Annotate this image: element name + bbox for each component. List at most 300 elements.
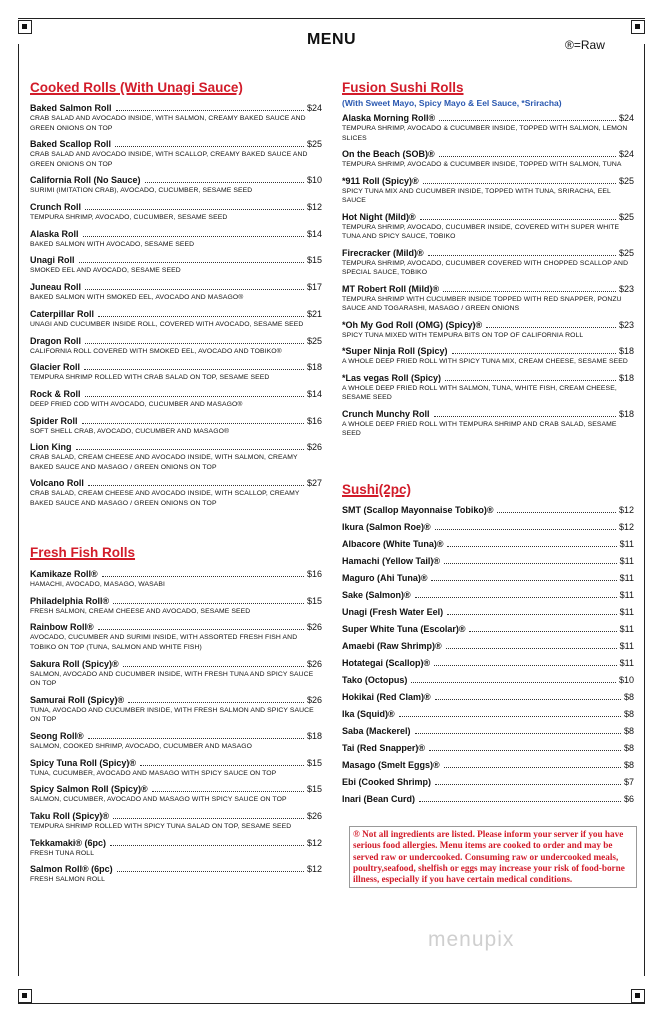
item-price: $18: [618, 408, 634, 419]
item-name: Spicy Tuna Roll (Spicy)®: [30, 757, 136, 768]
item-name: Albacore (White Tuna)®: [342, 539, 444, 549]
dot-leader: [145, 182, 304, 183]
menu-item-row: [342, 521, 634, 533]
menu-item-row: [342, 725, 634, 737]
dot-leader: [152, 791, 304, 792]
menu-item: [30, 837, 322, 859]
item-price: $26: [306, 442, 322, 453]
menu-item: [30, 863, 322, 885]
section-title: Fusion Sushi Rolls: [342, 80, 464, 95]
menu-item-row: [30, 102, 322, 114]
item-name: *911 Roll (Spicy)®: [342, 175, 419, 186]
menu-item-row: [30, 415, 322, 427]
menu-item: [342, 776, 634, 788]
right-border: [644, 44, 645, 976]
item-name: Taku Roll (Spicy)®: [30, 811, 109, 821]
item-price: $14: [306, 228, 322, 239]
menu-item: [30, 201, 322, 223]
dot-leader: [428, 255, 616, 256]
dot-leader: [102, 576, 304, 577]
menu-item-row: [30, 388, 322, 400]
menu-item: [30, 281, 322, 303]
item-price: $8: [623, 709, 634, 719]
item-name: Philadelphia Roll®: [30, 595, 110, 606]
item-price: $11: [619, 539, 634, 549]
item-name: SMT (Scallop Mayonnaise Tobiko)®: [342, 505, 494, 515]
item-name: Hokikai (Red Clam)®: [342, 692, 431, 702]
item-price: $11: [619, 624, 634, 634]
item-description: TEMPURA SHRIMP, AVOCADO, CUCUMBER INSIDE, COVERED WITH SUPER WHITE TUNA AND SPICY SAUCE, TOBIKO: [342, 223, 620, 240]
item-price: $18: [306, 362, 322, 373]
item-name: Rainbow Roll®: [30, 622, 94, 633]
menu-item-row: [30, 863, 322, 875]
menu-item: [30, 254, 322, 276]
item-price: $10: [306, 175, 322, 186]
fusion-rolls-section: [342, 80, 634, 444]
item-price: $15: [306, 784, 322, 795]
item-name: Hamachi (Yellow Tail)®: [342, 556, 440, 566]
menu-item-row: [342, 657, 634, 669]
menu-item-row: [342, 555, 634, 567]
item-price: $26: [306, 658, 322, 669]
item-name: Saba (Mackerel): [342, 726, 411, 736]
item-description: DEEP FRIED COD WITH AVOCADO, CUCUMBER AND MASAGO®: [30, 400, 243, 408]
item-price: $26: [306, 694, 322, 705]
dot-leader: [140, 765, 304, 766]
menu-item-row: [342, 247, 634, 259]
item-description: CALIFORNIA ROLL COVERED WITH SMOKED EEL, AVOCADO AND TOBIKO®: [30, 347, 282, 355]
dot-leader: [435, 784, 621, 785]
item-price: $7: [623, 777, 634, 787]
menu-item-row: [30, 174, 322, 186]
item-description: TEMPURA SHRIMP, AVOCADO & CUCUMBER INSIDE, TOPPED WITH SALMON, TUNA: [342, 161, 622, 168]
item-name: Spicy Salmon Roll (Spicy)®: [30, 784, 148, 795]
item-price: $25: [618, 247, 634, 258]
item-description: TEMPURA SHRIMP, AVOCADO, CUCUMBER, SESAME SEED: [30, 214, 228, 222]
item-price: $25: [618, 211, 634, 222]
dot-leader: [76, 449, 304, 450]
item-price: $24: [306, 103, 322, 113]
item-name: Alaska Roll: [30, 228, 79, 239]
item-name: Amaebi (Raw Shrimp)®: [342, 641, 442, 651]
item-name: Samurai Roll (Spicy)®: [30, 694, 125, 705]
menu-item: [342, 112, 634, 143]
menu-item: [342, 408, 634, 439]
dot-leader: [435, 699, 621, 700]
item-price: $16: [306, 569, 322, 579]
menu-item: [342, 725, 634, 737]
bottom-border: [18, 1003, 645, 1004]
item-price: $18: [618, 372, 634, 383]
item-description: BAKED SALMON WITH AVOCADO, SESAME SEED: [30, 240, 195, 248]
item-name: Glacier Roll: [30, 362, 81, 373]
menu-item-row: [342, 572, 634, 584]
item-name: Maguro (Ahi Tuna)®: [342, 573, 428, 583]
menu-item: [30, 757, 322, 779]
item-price: $11: [619, 607, 634, 617]
menu-item-row: [342, 708, 634, 720]
item-price: $23: [618, 283, 634, 294]
item-name: Crunch Munchy Roll: [342, 408, 430, 419]
item-description: SMOKED EEL AND AVOCADO, SESAME SEED: [30, 267, 181, 275]
sushi-section: [342, 482, 634, 810]
item-price: $25: [306, 139, 322, 150]
item-name: Sake (Salmon)®: [342, 590, 411, 600]
item-price: $17: [306, 282, 322, 293]
menu-item-row: [30, 658, 322, 670]
menu-item-row: [30, 335, 322, 347]
item-name: *Oh My God Roll (OMG) (Spicy)®: [342, 319, 483, 330]
menu-item-row: [342, 623, 634, 635]
item-price: $11: [619, 573, 634, 583]
dot-leader: [486, 327, 616, 328]
item-description: AVOCADO, CUCUMBER AND SURIMI INSIDE, WITH ASSORTED FRESH FISH AND TOBIKO ON TOP (TUNA, SALMON AND WHITE FISH): [30, 634, 298, 651]
menu-item: [342, 538, 634, 550]
dot-leader: [117, 871, 304, 872]
dot-leader: [85, 396, 304, 397]
dot-leader: [447, 546, 616, 547]
item-description: TEMPURA SHRIMP ROLLED WITH CRAB SALAD ON TOP, SESAME SEED: [30, 374, 270, 382]
menu-item: [30, 388, 322, 410]
menu-item-row: [30, 783, 322, 795]
item-name: California Roll (No Sauce): [30, 175, 141, 186]
menu-item-row: [342, 640, 634, 652]
menu-item: [30, 174, 322, 196]
item-name: Rock & Roll: [30, 388, 81, 399]
dot-leader: [444, 563, 617, 564]
dot-leader: [444, 767, 621, 768]
item-description: TEMPURA SHRIMP, AVOCADO, CUCUMBER COVERED WITH CHOPPED SCALLOP AND SPECIAL SAUCE, TOBIKO: [342, 259, 629, 276]
item-name: Masago (Smelt Eggs)®: [342, 760, 440, 770]
menu-item-row: [342, 606, 634, 618]
item-description: BAKED SALMON WITH SMOKED EEL, AVOCADO AND MASAGO®: [30, 294, 244, 302]
item-description: SPICY TUNA MIX AND CUCUMBER INSIDE, TOPPED WITH TUNA, SRIRACHA, EEL SAUCE: [342, 187, 611, 204]
item-price: $12: [306, 864, 322, 875]
dot-leader: [128, 702, 304, 703]
dot-leader: [434, 416, 616, 417]
menu-item: [30, 138, 322, 169]
dot-leader: [420, 219, 616, 220]
left-border: [18, 44, 19, 976]
item-price: $23: [618, 319, 634, 330]
dot-leader: [423, 183, 616, 184]
section-title: Fresh Fish Rolls: [30, 545, 136, 560]
menu-item: [342, 708, 634, 720]
dot-leader: [439, 120, 616, 121]
menu-item: [342, 148, 634, 170]
dot-leader: [399, 716, 621, 717]
item-description: FRESH TUNA ROLL: [30, 849, 95, 857]
item-price: $12: [306, 837, 322, 848]
cooked-rolls-section: [30, 80, 322, 514]
item-price: $11: [619, 590, 634, 600]
dot-leader: [113, 818, 304, 819]
menu-item-row: [30, 810, 322, 822]
menu-item-row: [342, 283, 634, 295]
menu-item: [30, 477, 322, 508]
item-name: Crunch Roll: [30, 202, 81, 213]
watermark: menupix: [428, 928, 515, 951]
dot-leader: [435, 529, 616, 530]
item-name: Ebi (Cooked Shrimp): [342, 777, 432, 787]
menu-item: [30, 102, 322, 133]
item-description: CRAB SALAD, CREAM CHEESE AND AVOCADO INSIDE, WITH SALMON, CREAMY BAKED SAUCE AND MASAGO / GREEN ONIONS ON TOP: [30, 454, 298, 471]
dot-leader: [415, 733, 621, 734]
dot-leader: [415, 597, 617, 598]
item-name: Firecracker (Mild)®: [342, 247, 424, 258]
dot-leader: [434, 665, 616, 666]
item-price: $8: [623, 692, 634, 702]
menu-item: [342, 623, 634, 635]
menu-item-row: [30, 281, 322, 293]
cooked-rolls-list: [30, 102, 322, 508]
item-description: CRAB SALAD AND AVOCADO INSIDE, WITH SCALLOP, CREAMY BAKED SAUCE AND GREEN ONIONS ON TOP: [30, 151, 308, 168]
item-price: $11: [619, 641, 634, 651]
menu-item: [30, 335, 322, 357]
item-name: Unagi Roll: [30, 255, 75, 266]
dot-leader: [85, 289, 304, 290]
item-price: $25: [618, 175, 634, 186]
item-price: $12: [306, 202, 322, 213]
menu-item-row: [342, 345, 634, 357]
item-price: $12: [618, 522, 634, 532]
menu-item: [30, 595, 322, 617]
item-price: $15: [306, 255, 322, 266]
menu-item: [342, 283, 634, 314]
dot-leader: [88, 485, 304, 486]
item-description: SALMON, CUCUMBER, AVOCADO AND MASAGO WITH SPICY SAUCE ON TOP: [30, 796, 287, 804]
item-name: Caterpillar Roll: [30, 308, 95, 319]
item-name: Volcano Roll: [30, 478, 84, 489]
menu-item: [342, 589, 634, 601]
menu-item: [30, 658, 322, 689]
menu-item: [30, 415, 322, 437]
item-description: CRAB SALAD AND AVOCADO INSIDE, WITH SALMON, CREAMY BAKED SAUCE AND GREEN ONIONS ON TOP: [30, 115, 306, 132]
menu-item: [342, 793, 634, 805]
menu-item-row: [342, 112, 634, 124]
item-description: CRAB SALAD, CREAM CHEESE AND AVOCADO INSIDE, WITH SCALLOP, CREAMY BAKED SAUCE AND MASAGO / GREEN ONIONS ON TOP: [30, 490, 300, 507]
menu-item-row: [30, 568, 322, 580]
item-price: $21: [306, 308, 322, 319]
allergy-notice: ® Not all ingredients are listed. Please inform your server if you have serious food allergies. Menu items are cooked to order and may be served raw or undercooked. Consuming raw or undercooked meals, poultry,seafood, shelfish or eggs may increase your risk of food-borne illness, especially if you have certain medical conditions.: [349, 826, 637, 888]
menu-item-row: [30, 308, 322, 320]
dot-leader: [439, 156, 616, 157]
dot-leader: [411, 682, 616, 683]
item-description: HAMACHI, AVOCADO, MASAGO, WASABI: [30, 581, 166, 588]
raw-legend: ®=Raw: [565, 38, 605, 52]
dot-leader: [85, 343, 304, 344]
item-name: *Super Ninja Roll (Spicy): [342, 346, 448, 356]
item-name: Inari (Bean Curd): [342, 794, 416, 804]
item-price: $14: [306, 388, 322, 399]
dot-leader: [445, 380, 616, 381]
item-name: Ikura (Salmon Roe)®: [342, 522, 431, 532]
item-price: $16: [306, 415, 322, 426]
item-name: Baked Scallop Roll: [30, 139, 112, 150]
menu-item-row: [30, 757, 322, 769]
item-name: Tekkamaki® (6pc): [30, 837, 106, 848]
item-name: Salmon Roll® (6pc): [30, 864, 113, 875]
item-price: $26: [306, 622, 322, 633]
item-name: Baked Salmon Roll: [30, 103, 112, 113]
menu-item: [342, 691, 634, 703]
dot-leader: [116, 110, 304, 111]
dot-leader: [469, 631, 616, 632]
item-price: $8: [623, 726, 634, 736]
menu-item-row: [30, 228, 322, 240]
menu-item-row: [342, 175, 634, 187]
menu-item: [342, 759, 634, 771]
dot-leader: [446, 648, 617, 649]
menu-item-row: [342, 742, 634, 754]
menu-item-row: [342, 211, 634, 223]
item-name: Tai (Red Snapper)®: [342, 743, 425, 753]
item-name: Unagi (Fresh Water Eel): [342, 607, 444, 617]
item-price: $10: [618, 675, 634, 685]
menu-item-row: [30, 694, 322, 706]
menu-item-row: [342, 504, 634, 516]
menu-item: [30, 308, 322, 330]
item-name: Dragon Roll: [30, 335, 81, 346]
dot-leader: [98, 629, 304, 630]
item-name: Kamikaze Roll®: [30, 569, 98, 579]
menu-item-row: [30, 201, 322, 213]
dot-leader: [83, 236, 304, 237]
dot-leader: [113, 603, 304, 604]
menu-item-row: [342, 589, 634, 601]
fresh-fish-section: [30, 545, 322, 890]
item-description: TUNA, CUCUMBER, AVOCADO AND MASAGO WITH SPICY SAUCE ON TOP: [30, 769, 277, 777]
dot-leader: [429, 750, 621, 751]
dot-leader: [123, 666, 304, 667]
menu-item: [342, 247, 634, 278]
section-title: Sushi(2pc): [342, 482, 412, 497]
item-description: TEMPURA SHRIMP WITH CUCUMBER INSIDE TOPPED WITH RED SNAPPER, PONZU SAUCE AND TOGARASHI, MASAGO / GREEN ONIONS: [342, 295, 622, 312]
item-description: SALMON, AVOCADO AND CUCUMBER INSIDE, WITH FRESH TUNA AND SPICY SAUCE ON TOP: [30, 670, 314, 688]
menu-item: [342, 606, 634, 618]
item-name: Juneau Roll: [30, 282, 82, 293]
menu-item-row: [342, 148, 634, 160]
menu-item-row: [342, 319, 634, 331]
menu-item-row: [30, 595, 322, 607]
dot-leader: [497, 512, 615, 513]
item-price: $24: [618, 113, 634, 123]
menu-item-row: [342, 759, 634, 771]
item-name: MT Robert Roll (Mild)®: [342, 283, 440, 294]
item-description: FRESH SALMON ROLL: [30, 876, 105, 884]
dot-leader: [88, 738, 304, 739]
item-name: Super White Tuna (Escolar)®: [342, 624, 466, 634]
item-description: SOFT SHELL CRAB, AVOCADO, CUCUMBER AND MASAGO®: [30, 427, 230, 435]
fusion-rolls-list: [342, 112, 634, 439]
menu-item: [342, 211, 634, 242]
menu-item: [30, 228, 322, 250]
menu-item: [342, 640, 634, 652]
menu-item: [30, 694, 322, 725]
sushi-list: [342, 504, 634, 805]
menu-item: [342, 319, 634, 341]
item-description: TEMPURA SHRIMP ROLLED WITH SPICY TUNA SALAD ON TOP, SESAME SEED: [30, 823, 292, 830]
item-description: TEMPURA SHRIMP, AVOCADO & CUCUMBER INSIDE, TOPPED WITH SALMON, LEMON SLICES: [342, 125, 628, 142]
menu-item: [30, 441, 322, 472]
menu-item-row: [342, 793, 634, 805]
dot-leader: [84, 369, 304, 370]
item-price: $18: [618, 346, 634, 356]
dot-leader: [82, 423, 304, 424]
item-price: $8: [623, 760, 634, 770]
item-name: Sakura Roll (Spicy)®: [30, 658, 119, 669]
menu-item: [30, 810, 322, 832]
dot-leader: [79, 262, 304, 263]
menu-item-row: [30, 361, 322, 373]
menu-item: [342, 345, 634, 367]
menu-item: [30, 783, 322, 805]
menu-item: [30, 730, 322, 752]
item-name: Hot Night (Mild)®: [342, 211, 416, 222]
menu-item: [30, 621, 322, 652]
menu-item: [342, 175, 634, 206]
item-price: $11: [619, 658, 634, 668]
menu-item-row: [30, 254, 322, 266]
dot-leader: [98, 316, 304, 317]
item-price: $15: [306, 595, 322, 606]
menu-item-row: [30, 730, 322, 742]
menu-item-row: [342, 538, 634, 550]
menu-item: [342, 657, 634, 669]
item-name: Lion King: [30, 442, 72, 453]
menu-item: [342, 372, 634, 403]
menu-item: [342, 521, 634, 533]
item-name: Tako (Octopus): [342, 675, 408, 685]
dot-leader: [85, 209, 304, 210]
page-title: MENU: [306, 31, 357, 48]
dot-leader: [431, 580, 616, 581]
item-name: Spider Roll: [30, 415, 78, 426]
section-subtitle: (With Sweet Mayo, Spicy Mayo & Eel Sauce, *Sriracha): [342, 98, 562, 108]
item-name: *Las vegas Roll (Spicy): [342, 372, 442, 383]
item-price: $27: [306, 478, 322, 489]
item-price: $18: [306, 730, 322, 741]
item-name: Hotategai (Scallop)®: [342, 658, 431, 668]
item-price: $15: [306, 757, 322, 768]
item-name: Ika (Squid)®: [342, 709, 395, 719]
menu-item: [342, 572, 634, 584]
dot-leader: [443, 291, 616, 292]
item-price: $26: [306, 811, 322, 821]
corner-ornament-icon: [18, 989, 32, 1003]
item-description: A WHOLE DEEP FRIED ROLL WITH SALMON, TUNA, WHITE FISH, CREAM CHEESE, SESAME SEED: [342, 384, 617, 401]
menu-item: [30, 568, 322, 590]
menu-item-row: [30, 477, 322, 489]
item-price: $11: [619, 556, 634, 566]
fresh-fish-list: [30, 568, 322, 885]
item-description: UNAGI AND CUCUMBER INSIDE ROLL, COVERED WITH AVOCADO, SESAME SEED: [30, 320, 304, 328]
menu-item-row: [342, 776, 634, 788]
item-description: A WHOLE DEEP FRIED ROLL WITH SPICY TUNA MIX, CREAM CHEESE, SESAME SEED: [342, 358, 628, 365]
top-border: [18, 18, 645, 19]
dot-leader: [452, 353, 616, 354]
item-price: $8: [623, 743, 634, 753]
dot-leader: [419, 801, 621, 802]
item-price: $6: [623, 794, 634, 804]
item-description: SPICY TUNA MIXED WITH TEMPURA BITS ON TOP OF CALIFORNIA ROLL: [342, 331, 584, 339]
menu-item: [342, 742, 634, 754]
menu-item: [30, 361, 322, 383]
dot-leader: [110, 845, 304, 846]
menu-item-row: [30, 138, 322, 150]
menu-item-row: [342, 674, 634, 686]
item-description: SURIMI (IMITATION CRAB), AVOCADO, CUCUMBER, SESAME SEED: [30, 187, 253, 195]
